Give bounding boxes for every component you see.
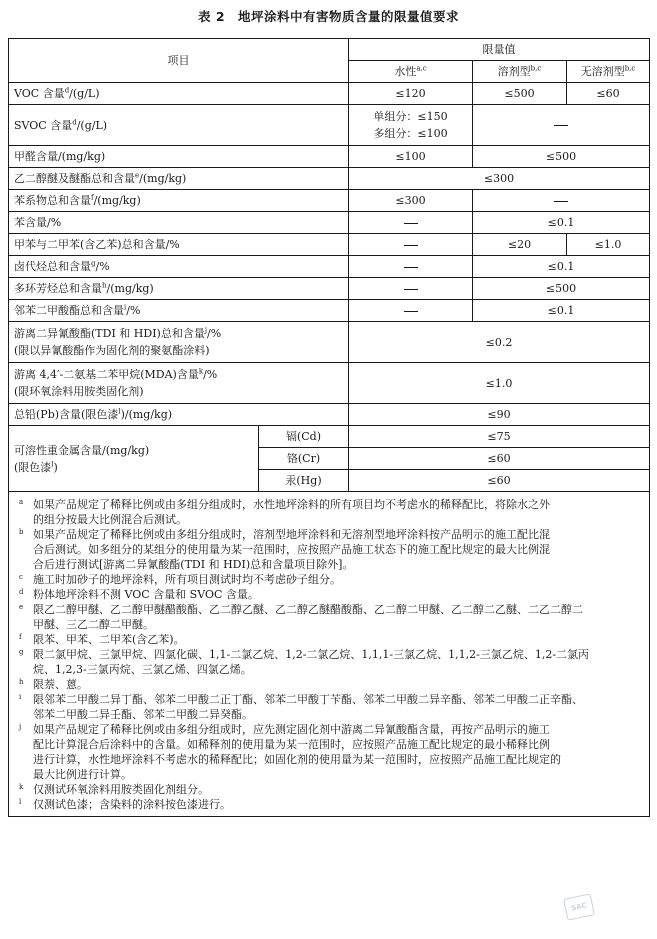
row-benzene: 苯含量/% ≤0.1 [9, 212, 650, 234]
row-halogenated: 卤代烃总和含量$^g$/% ≤0.1 [9, 256, 650, 278]
dash-mark [404, 223, 418, 224]
footnote-e: e 限乙二醇甲醚、乙二醇甲醚醋酸酯、乙二醇乙醚、乙二醇乙醚醋酸酯、乙二醇二甲醚、乙二醇二乙醚、二乙二醇二 甲醚、三乙二醇二甲醚。 [19, 603, 583, 631]
limit-table [8, 38, 650, 817]
row-svoc: SVOC 含量$^d$/(g/L) 单组分：≤150 多组分：≤100 [9, 105, 650, 146]
row-lead: 总铅(Pb)含量(限色漆$^l$)/(mg/kg) ≤90 [9, 404, 650, 426]
footnote-i: i 限邻苯二甲酸二异丁酯、邻苯二甲酸二正丁酯、邻苯二甲酸丁苄酯、邻苯二甲酸二异辛酯、邻苯二甲酸二正辛酯、 邻苯二甲酸二异壬酯、邻苯二甲酸二异癸酯。 [19, 693, 583, 721]
row-glycol-ether: 乙二醇醚及醚酯总和含量$^e$/(mg/kg) ≤300 [9, 168, 650, 190]
dash-mark [404, 245, 418, 246]
row-voc: VOC 含量$^d$/(g/L) ≤120 ≤500 ≤60 [9, 83, 650, 105]
footnote-b: b 如果产品规定了稀释比例或由多组分组成时，溶剂型地坪涂料和无溶剂型地坪涂料按产品明示的施工配比混 合后测试。如多组分的某组分的使用量为某一范围时，应按照产品施工状态下的施工配比规定的最大比例混 合后进行测试[游离二异氰酸酯(TDI 和 HDI)总和含量项目除外]。 [19, 528, 550, 571]
row-toluene-xylene: 甲苯与二甲苯(含乙苯)总和含量/% ≤20 ≤1.0 [9, 234, 650, 256]
header-limit: 限量值 [349, 39, 650, 61]
row-phthalate: 邻苯二甲酸酯总和含量$^i$/% ≤0.1 [9, 300, 650, 322]
dash-mark [404, 289, 418, 290]
footnote-h: h 限萘、蒽。 [19, 678, 88, 691]
footnote-c: c 施工时加砂子的地坪涂料，所有项目测试时均不考虑砂子组分。 [19, 573, 341, 586]
table-caption: 表 2 地坪涂料中有害物质含量的限量值要求 [197, 9, 460, 24]
row-benzene-series: 苯系物总和含量$^f$/(mg/kg) ≤300 [9, 190, 650, 212]
dash-mark [404, 311, 418, 312]
row-heavy-metal-cr: 铬(Cr) ≤60 [9, 448, 650, 470]
watermark-stamp: SAC [563, 893, 595, 920]
footnote-l: l 仅测试色漆；含染料的涂料按色漆进行。 [19, 798, 231, 811]
footnote-k: k 仅测试环氧涂料用胺类固化剂组分。 [19, 783, 209, 796]
row-footnotes [9, 492, 650, 817]
header-solventless: 无溶剂型$^{b,c}$ [567, 61, 650, 83]
footnote-j: j 如果产品规定了稀释比例或由多组分组成时，应先测定固化剂中游离二异氰酸酯含量，再按产品明示的施工 配比计算混合后涂料中的含量。如稀释剂的使用量为某一范围时，应按照产品施工配比规定的最小稀释比例 进行计算，水性地坪涂料不考虑水的稀释配比；如固化剂的使用量为某一范围时，应按照产品施工配比规定的 最大比例进行计算。 [19, 723, 561, 781]
header-water: 水性$^{a,c}$ [349, 61, 473, 83]
dash-mark [554, 125, 568, 126]
heavy-metal-label: 可溶性重金属含量/(mg/kg) (限色漆$^l$) [9, 426, 259, 492]
row-tdi-hdi: 游离二异氰酸酯(TDI 和 HDI)总和含量$^j$/% (限以异氰酸酯作为固化剂的聚氨酯涂料) ≤0.2 [9, 322, 650, 363]
row-mda: 游离 4,4′-二氨基二苯甲烷(MDA)含量$^k$/% (限环氧涂料用胺类固化剂) ≤1.0 [9, 363, 650, 404]
header-item: 项目 [9, 39, 349, 83]
row-pah: 多环芳烃总和含量$^h$/(mg/kg) ≤500 [9, 278, 650, 300]
header-solvent: 溶剂型$^{b,c}$ [473, 61, 567, 83]
footnotes [9, 492, 650, 817]
footnote-f: f 限苯、甲苯、二甲苯(含乙苯)。 [19, 633, 185, 646]
footnote-a: a 如果产品规定了稀释比例或由多组分组成时，水性地坪涂料的所有项目均不考虑水的稀释配比，将除水之外 的组分按最大比例混合后测试。 [19, 498, 550, 526]
row-heavy-metal-cd: 可溶性重金属含量/(mg/kg) (限色漆$^l$) 镉(Cd) ≤75 [9, 426, 650, 448]
dash-mark [554, 201, 568, 202]
footnote-g: g 限二氯甲烷、三氯甲烷、四氯化碳、1,1-二氯乙烷、1,2-二氯乙烷、1,1,1-三氯乙烷、1,1,2-三氯乙烷、1,2-二氯丙 烷、1,2,3-三氯丙烷、三氯乙烯、四氯乙烯。 [19, 648, 590, 676]
footnote-d: d 粉体地坪涂料不测 VOC 含量和 SVOC 含量。 [19, 588, 259, 601]
row-formaldehyde: 甲醛含量/(mg/kg) ≤100 ≤500 [9, 146, 650, 168]
row-heavy-metal-hg: 汞(Hg) ≤60 [9, 470, 650, 492]
dash-mark [404, 267, 418, 268]
